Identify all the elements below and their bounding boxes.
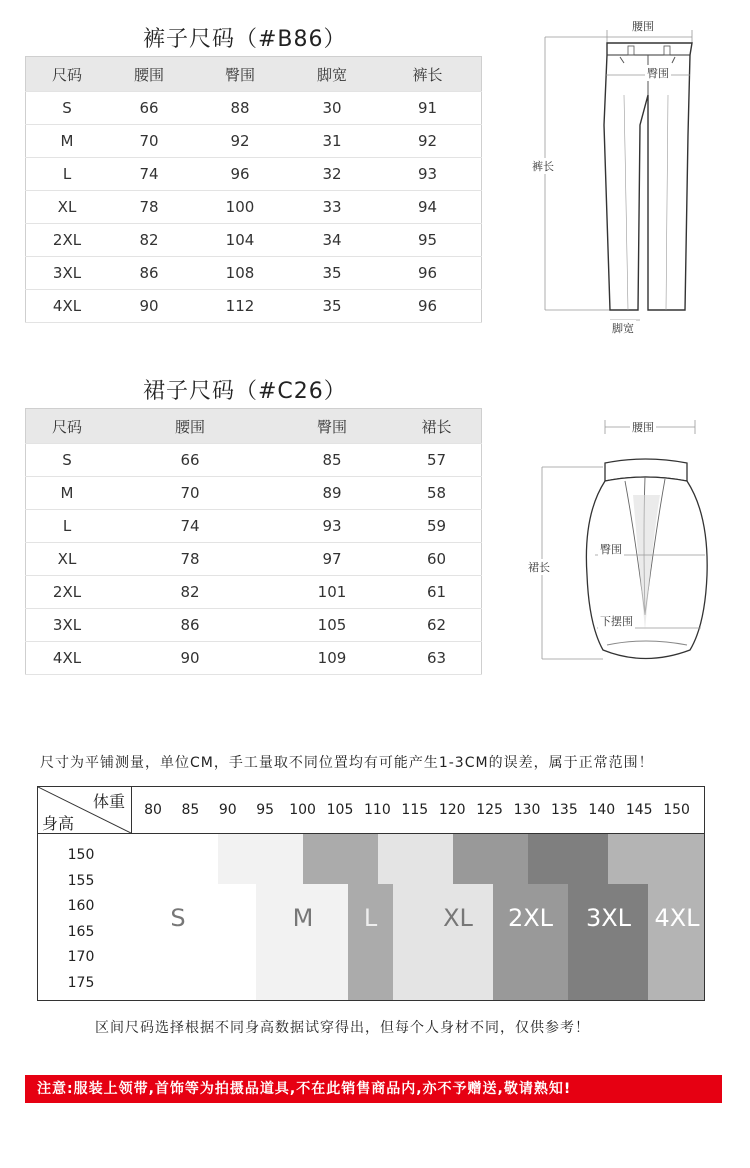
- size-label-3xl: 3XL: [585, 904, 632, 932]
- size-block-l: [348, 884, 393, 1001]
- table-row: [26, 576, 482, 609]
- weight-value: 85: [181, 802, 200, 818]
- notice-banner: [25, 1075, 722, 1103]
- skirt-size-table: [25, 408, 482, 675]
- table-cell: 91: [374, 92, 482, 125]
- table-cell: 2XL: [26, 224, 109, 257]
- table-cell: M: [26, 477, 109, 510]
- weight-value: 150: [663, 802, 690, 818]
- skirt-waist-label: 腰围: [632, 421, 654, 434]
- skirt-title: 裙子尺码（#C26）: [143, 379, 347, 404]
- table-cell: 85: [272, 444, 392, 477]
- table-cell: 66: [108, 444, 272, 477]
- table-cell: 86: [108, 609, 272, 642]
- measurement-note: 尺寸为平铺测量，单位CM，手工量取不同位置均有可能产生1-3CM的误差，属于正常范围！: [40, 755, 654, 771]
- table-cell: S: [26, 444, 109, 477]
- size-block-m: [218, 834, 303, 884]
- size-block-2xl: [453, 834, 528, 884]
- weight-value: 95: [256, 802, 275, 818]
- table-cell: 96: [190, 158, 290, 191]
- height-value: 165: [67, 923, 95, 940]
- table-cell: 97: [272, 543, 392, 576]
- pants-diagram: [520, 15, 700, 340]
- table-cell: 2XL: [26, 576, 109, 609]
- size-block-3xl: [528, 834, 608, 884]
- table-cell: 90: [108, 290, 190, 323]
- table-cell: 4XL: [26, 642, 109, 675]
- column-header: 尺码: [26, 57, 109, 92]
- table-row: [26, 609, 482, 642]
- table-cell: 82: [108, 576, 272, 609]
- table-cell: 108: [190, 257, 290, 290]
- table-row: [26, 257, 482, 290]
- pants-title: 裤子尺码（#B86）: [143, 27, 347, 52]
- table-cell: 66: [108, 92, 190, 125]
- size-block-4xl: [608, 834, 705, 884]
- table-cell: 63: [392, 642, 482, 675]
- table-cell: 92: [374, 125, 482, 158]
- table-row: [26, 510, 482, 543]
- size-label-l: L: [363, 904, 378, 932]
- grid-corner: [38, 787, 132, 833]
- table-cell: 86: [108, 257, 190, 290]
- table-header-row: [26, 409, 482, 444]
- size-block-2xl: [493, 884, 568, 1001]
- table-cell: 89: [272, 477, 392, 510]
- table-header-row: [26, 57, 482, 92]
- table-cell: L: [26, 158, 109, 191]
- size-block-l: [303, 834, 378, 884]
- table-cell: 104: [190, 224, 290, 257]
- weight-value: 140: [588, 802, 616, 818]
- weight-value: 105: [326, 802, 354, 818]
- table-cell: 112: [190, 290, 290, 323]
- table-row: [26, 224, 482, 257]
- weight-value: 115: [401, 802, 429, 818]
- column-header: 腰围: [108, 57, 190, 92]
- table-cell: 4XL: [26, 290, 109, 323]
- height-value: 150: [67, 847, 95, 863]
- table-cell: 93: [272, 510, 392, 543]
- table-cell: 94: [374, 191, 482, 224]
- pants-length-label: 裤长: [532, 160, 554, 173]
- skirt-length-label: 裙长: [528, 561, 550, 574]
- table-cell: 60: [392, 543, 482, 576]
- table-cell: 90: [108, 642, 272, 675]
- table-cell: 96: [374, 290, 482, 323]
- size-label-4xl: 4XL: [654, 904, 700, 932]
- table-cell: 33: [290, 191, 374, 224]
- weight-value: 120: [438, 802, 466, 818]
- table-cell: XL: [26, 191, 109, 224]
- fit-note: 区间尺码选择根据不同身高数据试穿得出，但每个人身材不同，仅供参考！: [95, 1020, 590, 1036]
- column-header: 尺码: [26, 409, 109, 444]
- size-label-2xl: 2XL: [507, 904, 554, 932]
- size-block-xl: [393, 884, 493, 1001]
- table-cell: 3XL: [26, 257, 109, 290]
- table-cell: 31: [290, 125, 374, 158]
- table-cell: M: [26, 125, 109, 158]
- table-row: [26, 444, 482, 477]
- weight-value: 80: [144, 802, 162, 818]
- table-row: [26, 125, 482, 158]
- weight-header-row: [38, 787, 704, 834]
- table-cell: 109: [272, 642, 392, 675]
- height-value: 155: [67, 872, 95, 889]
- table-cell: 62: [392, 609, 482, 642]
- pants-hip-label: 臀围: [647, 67, 669, 80]
- size-block-m: [256, 884, 348, 1001]
- table-cell: 35: [290, 290, 374, 323]
- notice-text: 注意:服装上领带,首饰等为拍摄品道具,不在此销售商品内,亦不予赠送,敬请熟知!: [37, 1081, 572, 1097]
- table-cell: 35: [290, 257, 374, 290]
- table-row: [26, 642, 482, 675]
- weight-value: 125: [476, 802, 503, 818]
- skirt-diagram: [525, 415, 725, 675]
- table-row: [26, 191, 482, 224]
- table-cell: L: [26, 510, 109, 543]
- table-cell: 61: [392, 576, 482, 609]
- size-block-3xl: [568, 884, 648, 1001]
- column-header: 脚宽: [290, 57, 374, 92]
- table-cell: 82: [108, 224, 190, 257]
- pants-waist-label: 腰围: [632, 20, 654, 33]
- pants-hem-label: 脚宽: [612, 322, 634, 335]
- table-row: [26, 543, 482, 576]
- column-header: 臀围: [272, 409, 392, 444]
- table-cell: 74: [108, 510, 272, 543]
- pants-illustration: [520, 15, 700, 340]
- weight-value: 135: [551, 802, 578, 818]
- table-cell: 105: [272, 609, 392, 642]
- table-cell: 70: [108, 125, 190, 158]
- table-cell: 30: [290, 92, 374, 125]
- weight-value: 145: [625, 802, 653, 818]
- height-value: 160: [67, 898, 95, 914]
- table-cell: 59: [392, 510, 482, 543]
- table-cell: 57: [392, 444, 482, 477]
- table-row: [26, 92, 482, 125]
- table-cell: 32: [290, 158, 374, 191]
- table-cell: 78: [108, 543, 272, 576]
- size-guide-grid: [37, 786, 705, 1001]
- height-value: 175: [67, 974, 95, 991]
- column-header: 裙长: [392, 409, 482, 444]
- height-label: 身高: [42, 814, 75, 833]
- skirt-hem-label: 下摆围: [600, 615, 633, 628]
- table-cell: 78: [108, 191, 190, 224]
- table-row: [26, 158, 482, 191]
- height-value: 170: [67, 949, 95, 965]
- skirt-hip-label: 臀围: [600, 543, 622, 556]
- table-cell: 100: [190, 191, 290, 224]
- weight-value: 100: [289, 802, 316, 818]
- size-label-m: M: [292, 904, 314, 932]
- table-cell: 95: [374, 224, 482, 257]
- table-cell: 34: [290, 224, 374, 257]
- table-cell: 3XL: [26, 609, 109, 642]
- table-cell: XL: [26, 543, 109, 576]
- table-cell: 74: [108, 158, 190, 191]
- table-row: [26, 290, 482, 323]
- size-label-s: S: [170, 904, 186, 932]
- size-block-4xl: [648, 884, 705, 1001]
- table-cell: 93: [374, 158, 482, 191]
- table-cell: 70: [108, 477, 272, 510]
- weight-value: 90: [218, 802, 237, 818]
- table-cell: S: [26, 92, 109, 125]
- table-cell: 92: [190, 125, 290, 158]
- column-header: 腰围: [108, 409, 272, 444]
- table-cell: 101: [272, 576, 392, 609]
- table-row: [26, 477, 482, 510]
- size-label-xl: XL: [443, 904, 473, 932]
- table-cell: 96: [374, 257, 482, 290]
- column-header: 臀围: [190, 57, 290, 92]
- column-header: 裤长: [374, 57, 482, 92]
- weight-value: 110: [364, 802, 391, 818]
- weight-label: 体重: [92, 792, 125, 811]
- weight-value: 130: [513, 802, 541, 818]
- table-cell: 58: [392, 477, 482, 510]
- pants-size-table: [25, 56, 482, 323]
- skirt-illustration: [525, 415, 725, 675]
- size-block-xl: [378, 834, 453, 884]
- table-cell: 88: [190, 92, 290, 125]
